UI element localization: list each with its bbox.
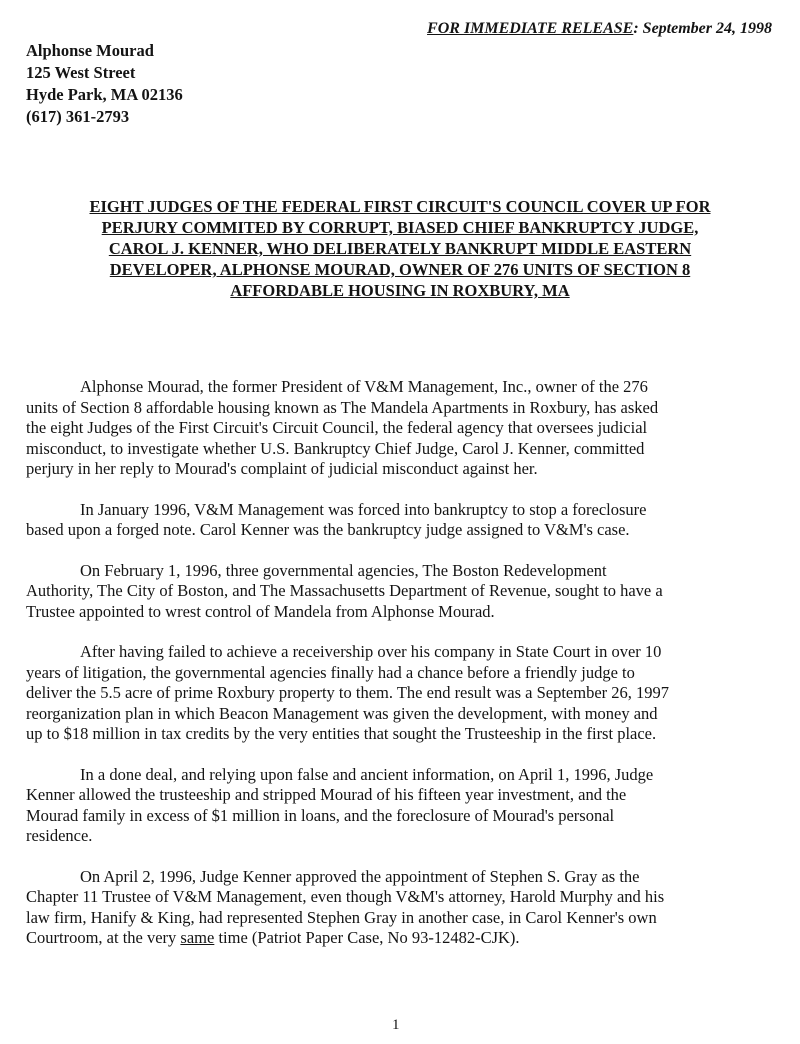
text-line: Trustee appointed to wrest control of Mandela from Alphonse Mourad. [26,601,495,621]
text-line: In a done deal, and relying upon false and ancient information, on April 1, 1996, Judge [80,764,654,784]
release-date: September 24, 1998 [642,20,772,37]
text-line: After having failed to achieve a receivership over his company in State Court in over 10 [80,642,662,661]
release-colon: : [633,20,639,37]
headline-line: CAROL J. KENNER, WHO DELIBERATELY BANKRUPT MIDDLE EASTERN [108,239,692,258]
paragraph-trusteeship [26,765,776,847]
text-line: up to $18 million in tax credits by the very entities that sought the Trusteeship in the first place. [26,724,657,743]
text-line: units of Section 8 affordable housing known as The Mandela Apartments in Roxbury, has asked [26,397,659,417]
release-label: FOR IMMEDIATE RELEASE [427,20,634,37]
page-number: 1 [392,1017,400,1033]
emphasized-word: same [180,928,215,947]
text-line: reorganization plan in which Beacon Management was given the development, with money and [26,703,658,723]
text-line: deliver the 5.5 acre of prime Roxbury property to them. The end result was a September 26, 1997 [26,683,670,702]
headline-line: EIGHT JUDGES OF THE FEDERAL FIRST CIRCUIT'S COUNCIL COVER UP FOR [89,197,711,216]
sender-name: Alphonse Mourad [26,41,154,60]
text-line: Kenner allowed the trusteeship and stripped Mourad of his fifteen year investment, and the [26,785,627,804]
text-line [26,928,776,949]
headline-line: DEVELOPER, ALPHONSE MOURAD, OWNER OF 276 UNITS OF SECTION 8 [109,260,691,279]
sender-city: Hyde Park, MA 02136 [26,85,183,104]
text-line: Mourad family in excess of $1 million in loans, and the foreclosure of Mourad's personal [26,805,615,825]
headline-line: AFFORDABLE HOUSING IN ROXBURY, MA [230,281,570,300]
text-line: perjury in her reply to Mourad's complaint of judicial misconduct against her. [26,459,538,478]
headline [28,196,772,301]
text-line: law firm, Hanify & King, had represented Stephen Gray in another case, in Carol Kenner's own [26,907,657,927]
paragraph-bankruptcy [26,500,776,541]
text-line: based upon a forged note. Carol Kenner was the bankruptcy judge assigned to V&M's case. [26,520,630,539]
text-line: On April 2, 1996, Judge Kenner approved the appointment of Stephen S. Gray as the [80,866,640,886]
paragraph-request [26,377,776,480]
text-line: Authority, The City of Boston, and The Massachusetts Department of Revenue, sought to have a [26,581,663,600]
text-segment: Courtroom, at the very [26,928,181,947]
release-line [427,20,772,38]
paragraph-litigation [26,642,776,745]
paragraph-trustee-appointment [26,867,776,949]
sender-address [26,40,183,128]
text-segment: time (Patriot Paper Case, No 93-12482-CJK). [214,928,520,947]
text-line: On February 1, 1996, three governmental agencies, The Boston Redevelopment [80,560,607,580]
text-line: years of litigation, the governmental agencies finally had a chance before a friendly judge to [26,662,635,682]
text-line: Alphonse Mourad, the former President of V&M Management, Inc., owner of the 276 [80,377,648,396]
sender-phone: (617) 361-2793 [26,107,130,126]
text-line: In January 1996, V&M Management was forced into bankruptcy to stop a foreclosure [80,499,647,519]
sender-street: 125 West Street [26,63,136,82]
body-text [26,377,776,969]
text-line: misconduct, to investigate whether U.S. Bankruptcy Chief Judge, Carol J. Kenner, committed [26,438,645,458]
text-line: the eight Judges of the First Circuit's Circuit Council, the federal agency that oversees judicial [26,418,648,437]
text-line: Chapter 11 Trustee of V&M Management, even though V&M's attorney, Harold Murphy and his [26,887,665,906]
headline-line: PERJURY COMMITED BY CORRUPT, BIASED CHIEF BANKRUPTCY JUDGE, [101,218,699,237]
text-line: residence. [26,826,93,845]
paragraph-agencies [26,561,776,623]
